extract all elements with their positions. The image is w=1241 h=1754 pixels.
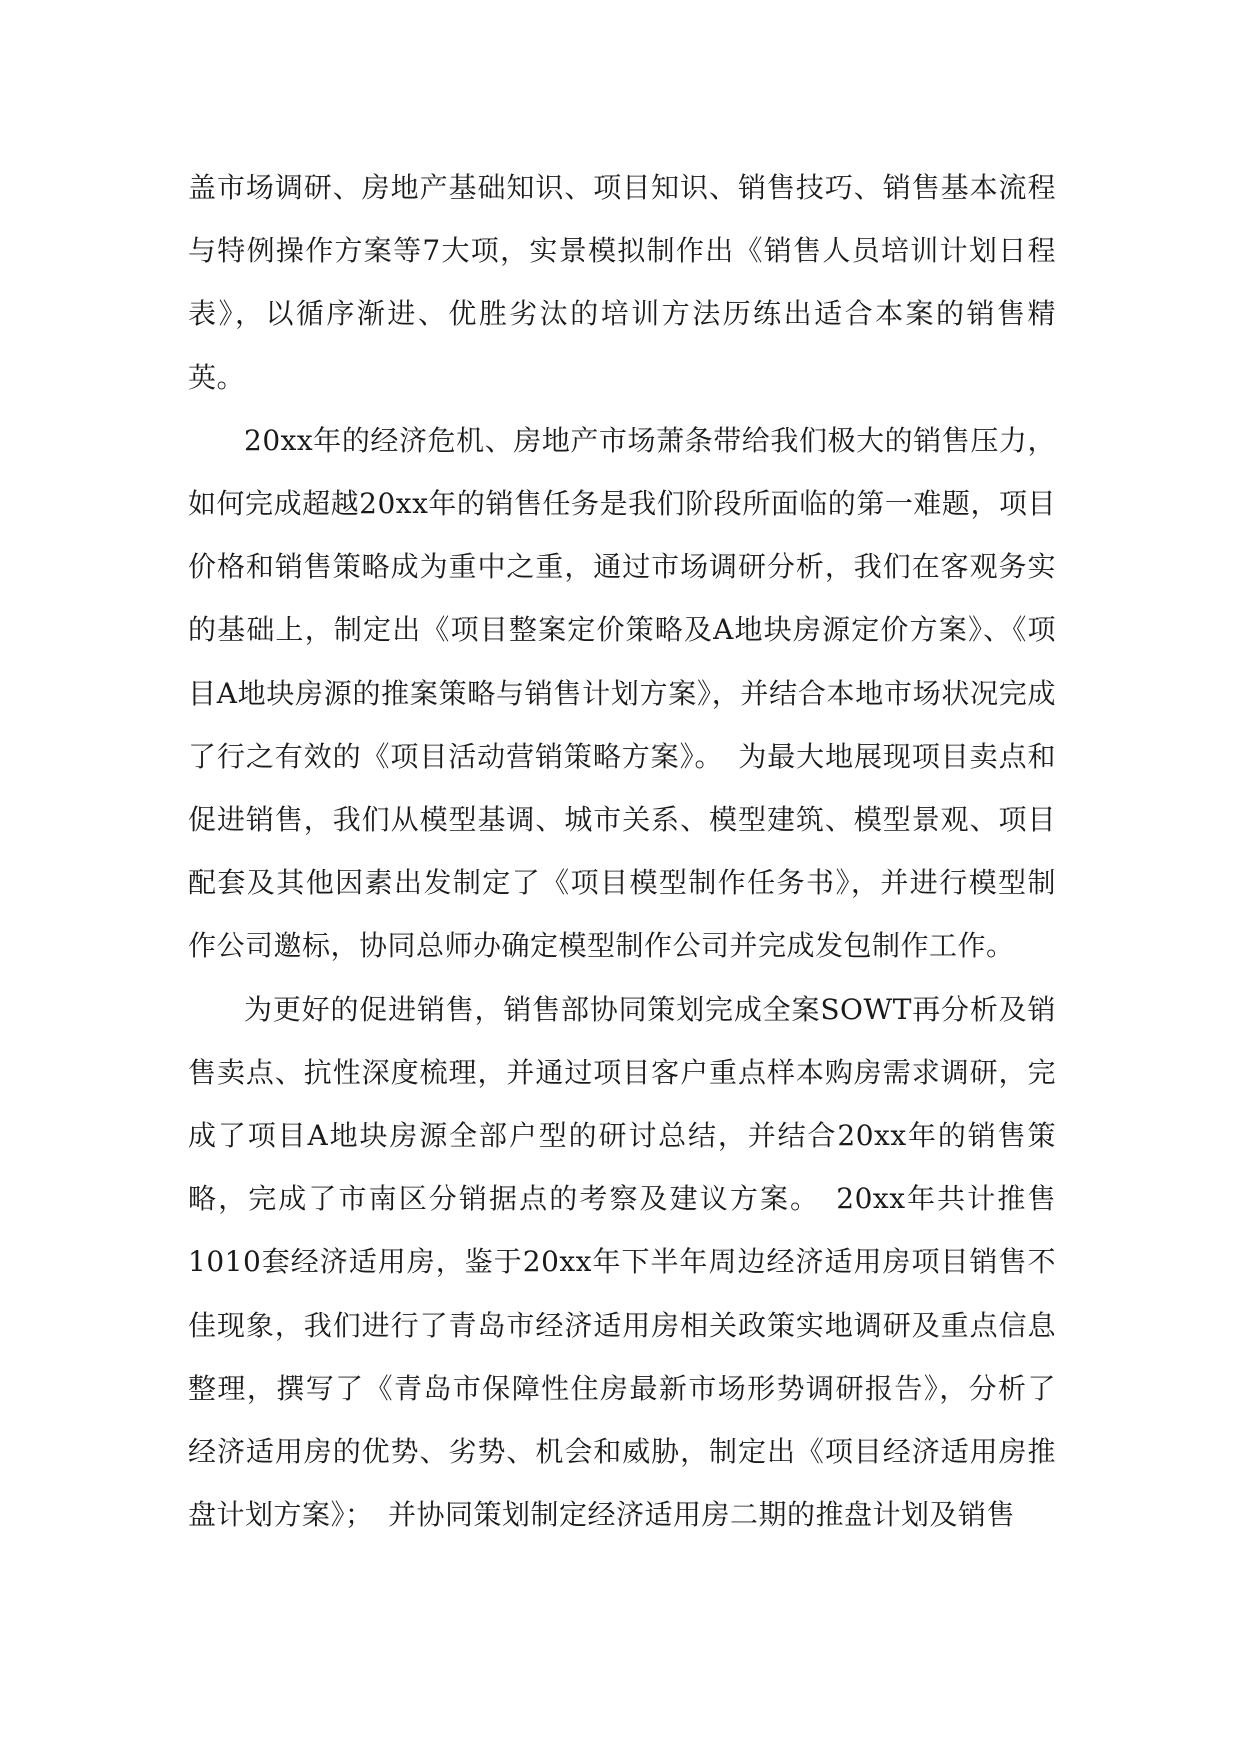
paragraph-pricing-strategy: 20xx年的经济危机、房地产市场萧条带给我们极大的销售压力，如何完成超越20xx年的销售任务是我们阶段所面临的第一难题，项目价格和销售策略成为重中之重，通过市场调研分析，我们在客观务实的基础上，制定出《项目整案定价策略及A地块房源定价方案》、《项目A地块房源的推案策略与销售计划方案》，并结合本地市场状况完成了行之有效的《项目活动营销策略方案》。 为最大地展现项目卖点和促进销售，我们从模型基调、城市关系、模型建筑、模型景观、项目配套及其他因素出发制定了《项目模型制作任务书》，并进行模型制作公司邀标，协同总师办确定模型制作公司并完成发包制作工作。 [188, 423, 1056, 963]
document-body [188, 156, 1056, 1546]
paragraph-sales-promotion: 为更好的促进销售，销售部协同策划完成全案SOWT再分析及销售卖点、抗性深度梳理，并通过项目客户重点样本购房需求调研，完成了项目A地块房源全部户型的研讨总结，并结合20xx年的销售策略，完成了市南区分销据点的考察及建议方案。 20xx年共计推售1010套经济适用房，鉴于20xx年下半年周边经济适用房项目销售不佳现象，我们进行了青岛市经济适用房相关政策实地调研及重点信息整理，撰写了《青岛市保障性住房最新市场形势调研报告》，分析了经济适用房的优势、劣势、机会和威胁，制定出《项目经济适用房推盘计划方案》； 并协同策划制定经济适用房二期的推盘计划及销售 [188, 992, 1056, 1532]
paragraph-continuation: 盖市场调研、房地产基础知识、项目知识、销售技巧、销售基本流程与特例操作方案等7大项，实景模拟制作出《销售人员培训计划日程表》，以循序渐进、优胜劣汰的培训方法历练出适合本案的销售精英。 [188, 171, 1056, 394]
